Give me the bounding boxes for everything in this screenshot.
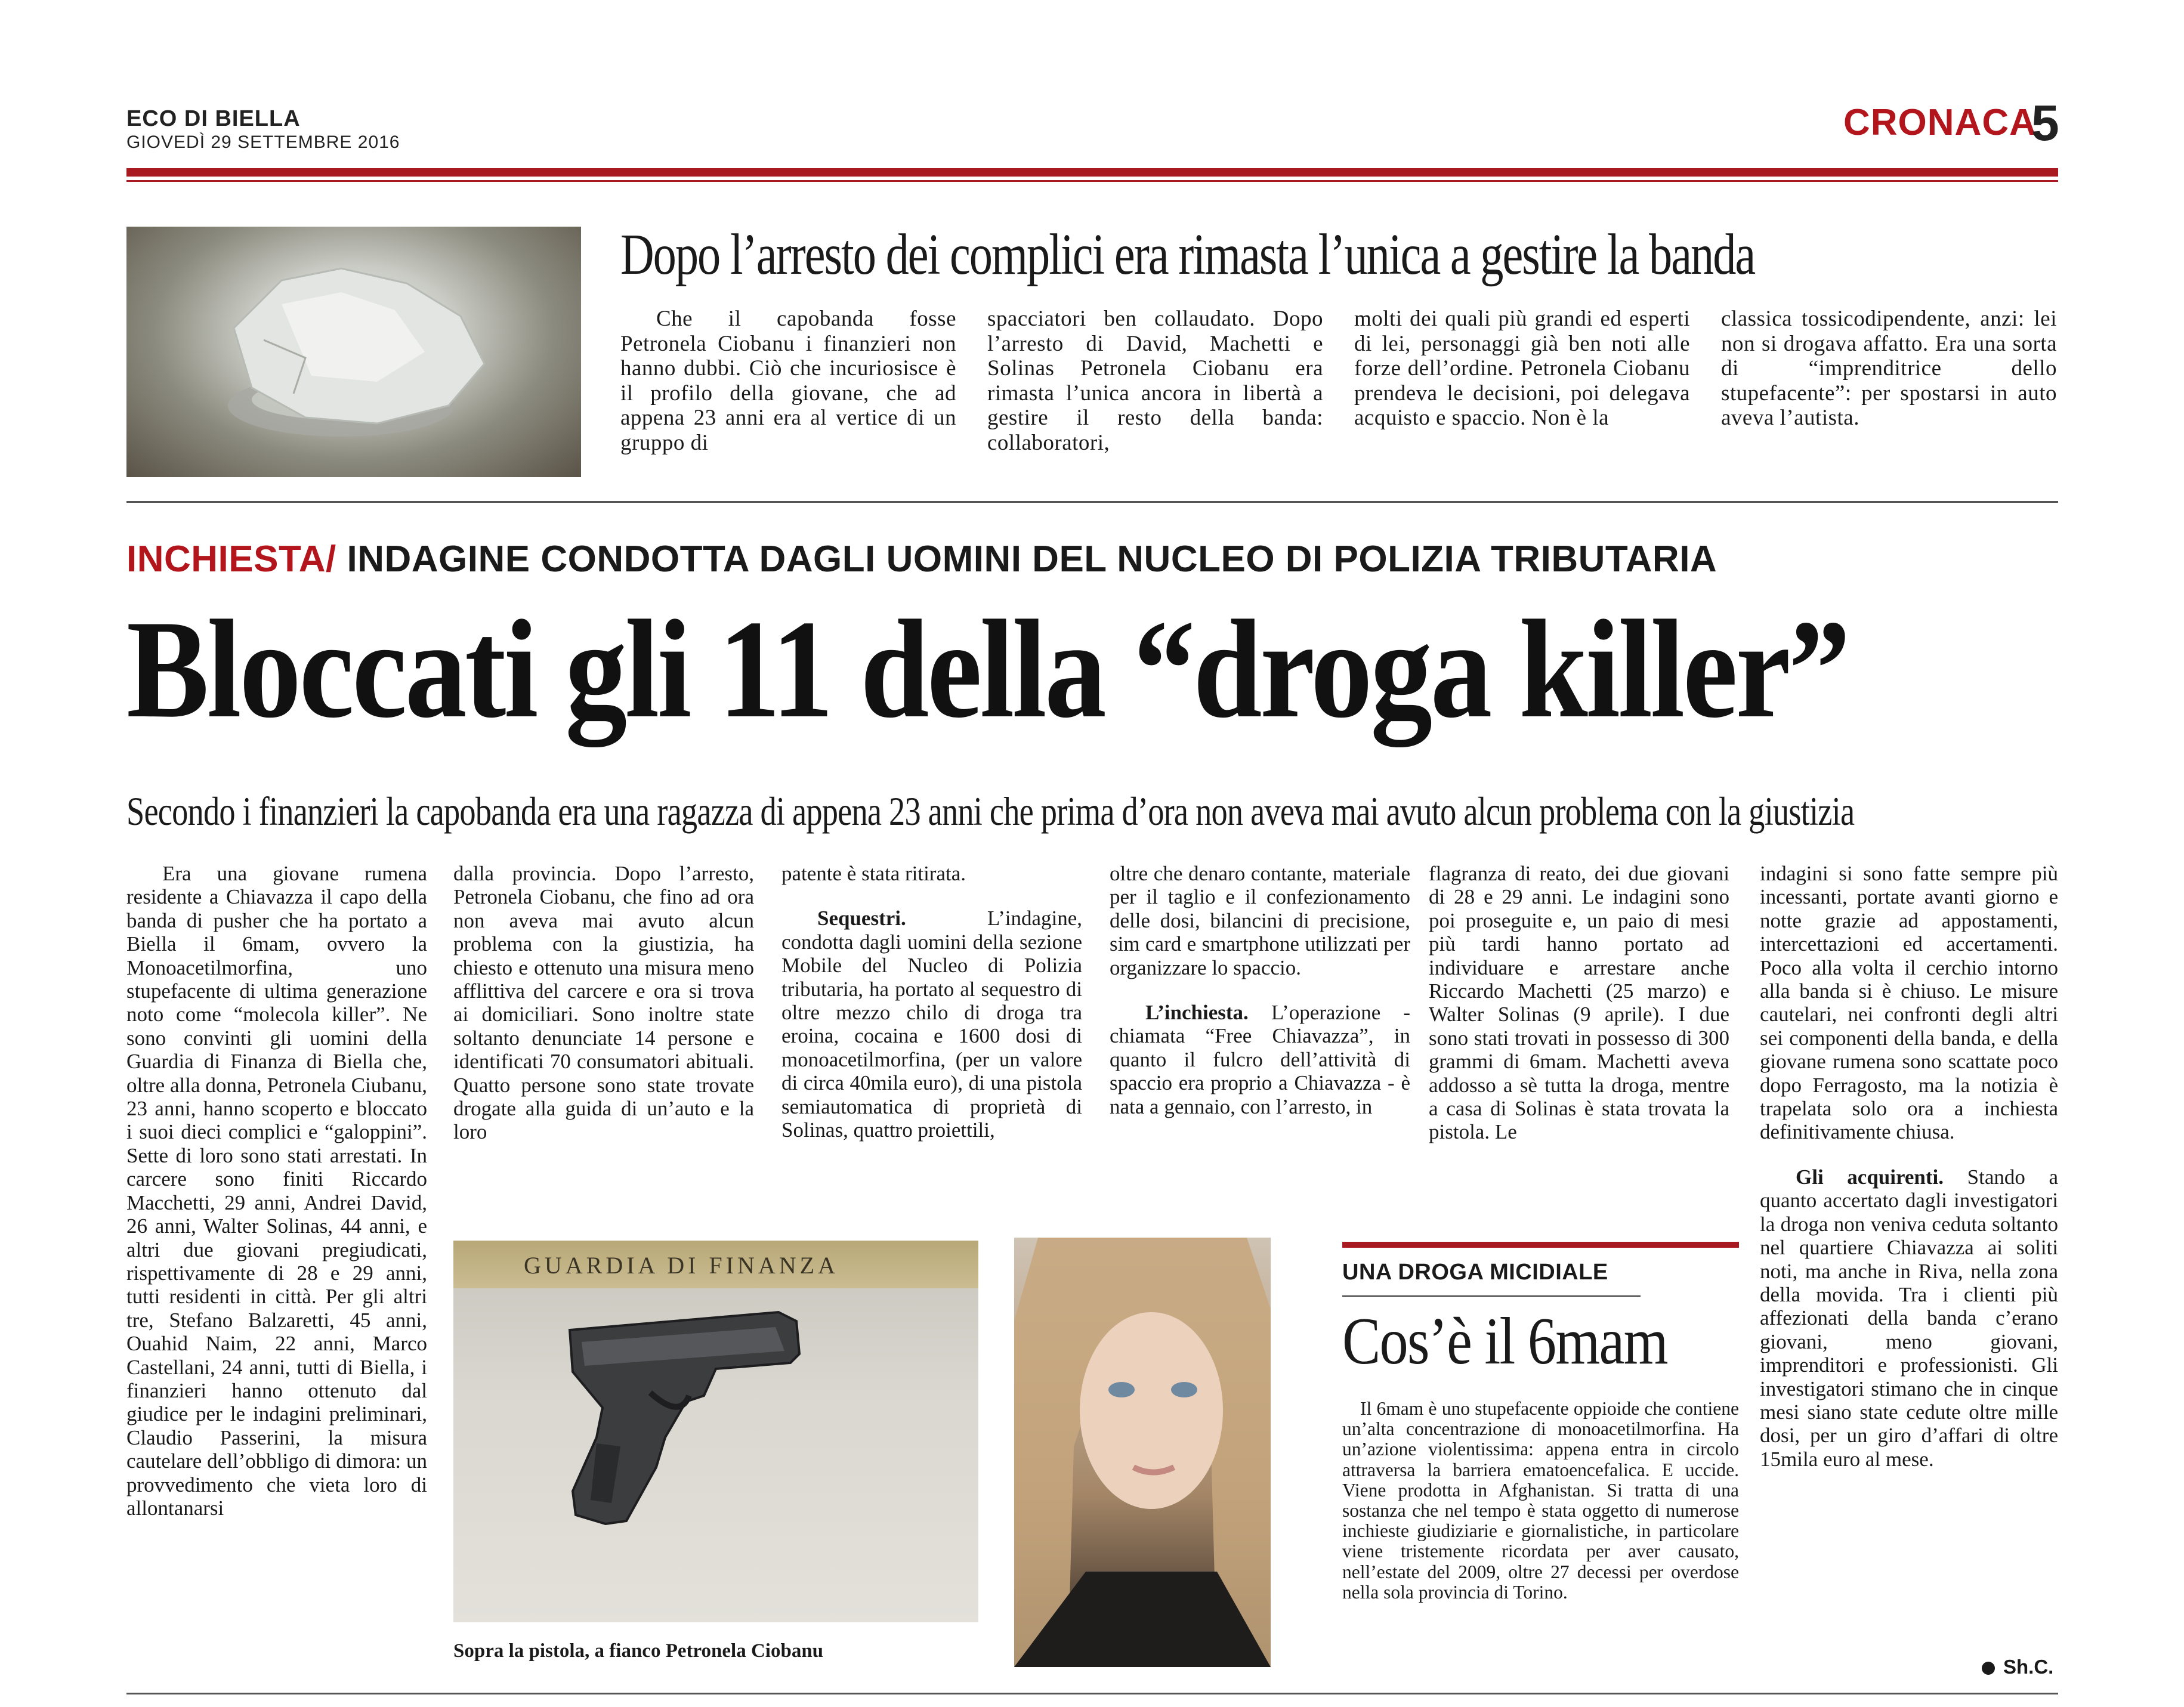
portrait-image xyxy=(1014,1238,1271,1667)
column-1-text: Era una giovane rumena residente a Chiavazza il capo della banda di pusher che ha portato a Biella il 6mam, ovvero la Monoacetilmorfina, uno stupefacente di ultima generazione noto come “molecola killer”. Ne sono convinti gli uomini della Guardia di Finanza di Biella che, oltre alla donna, Petronela Ciubanu, 23 anni, hanno scoperto e bloccato i suoi dieci complici e “galoppini”. Sette di loro sono stati arrestati. In carcere sono finiti Riccardo Macchetti, 29 anni, Andrei David, 26 anni, Walter Solinas, 44 anni, e altri due giovani pregiudicati, rispettivamente di 28 e 29 anni, tutti residenti in città. Per gli altri tre, Stefano Balzaretti, 45 anni, Ouahid Naim, 22 anni, Marco Castellani, 24 anni, tutti di Biella, i finanzieri hanno ottenuto dal giudice per le indagini preliminari, Claudio Passerini, la misura cautelare dell’obbligo di dimora: un provvedimento che vieta loro di allontanarsi xyxy=(126,862,427,1520)
top-article-column-1 xyxy=(620,307,956,456)
bullet-icon xyxy=(1982,1662,1995,1675)
top-article-column-4 xyxy=(1721,307,2057,431)
pistol-image xyxy=(453,1241,978,1622)
kicker-text: INDAGINE CONDOTTA DAGLI UOMINI DEL NUCLEO DI POLIZIA TRIBUTARIA xyxy=(347,539,1717,580)
article-column-4 xyxy=(1110,862,1410,1118)
top-article-column-3 xyxy=(1354,307,1690,431)
section-label: CRONACA xyxy=(1843,102,2037,143)
masthead-thin-rule xyxy=(126,180,2058,182)
column-4-text-a: oltre che denaro contante, materiale per il taglio e il confezionamento delle dosi, bilancini di precisione, sim card e smartphone utilizzati per organizzare lo spaccio. xyxy=(1110,862,1410,979)
box-top-rule xyxy=(1342,1242,1739,1248)
sub-headline: Secondo i finanzieri la capobanda era una ragazza di appena 23 anni che prima d’ora non aveva mai avuto alcun problema con la giustizia xyxy=(126,788,1855,834)
article-column-6 xyxy=(1760,862,2058,1471)
pistol-photo xyxy=(453,1241,978,1622)
subhead-acquirenti: Gli acquirenti. xyxy=(1796,1165,1944,1189)
column-6-text-b: Stando a quanto accertato dagli investigatori la droga non veniva ceduta soltanto nel quartiere Chiavazza ai soliti noti, ma anche in Riva, nella zona della movida. Tra i clienti più affezionati della banda c’erano giovani, meno giovani, imprenditori e professionisti. Gli investigatori stimano che in cinque mesi siano state cedute oltre mille dosi, per un giro d’affari di oltre 15mila euro al mese. xyxy=(1760,1165,2058,1471)
article-column-3 xyxy=(781,862,1082,1142)
column-6-text-a: indagini si sono fatte sempre più incessanti, portate avanti giorno e notte grazie ad appostamenti, intercettazioni ed accertamenti. Poco alla volta il cerchio intorno alla banda si è chiuso. Le misure cautelari, nei confronti degli altri sei componenti della banda, e della giovane rumena sono scattate poco dopo Ferragosto, ma la notizia è trapelata solo ora a inchiesta definitivamente chiusa. xyxy=(1760,862,2058,1144)
column-2-text: dalla provincia. Dopo l’arresto, Petronela Ciobanu, che fino ad ora non aveva mai avuto alcun problema con la giustizia, ha chiesto e ottenuto una misura meno afflittiva del carcere e ora si trova ai domiciliari. Sono inoltre state soltanto denunciate 14 persone e identificati 70 consumatori abituali. Quatto persone sono state trovate drogate alla guida di un’auto e la loro xyxy=(453,862,754,1144)
guardia-di-finanza-sign: GUARDIA DI FINANZA xyxy=(524,1252,839,1279)
signature-text: Sh.C. xyxy=(2003,1656,2054,1678)
column-3-text-b: L’indagine, condotta dagli uomini della sezione Mobile del Nucleo di Polizia tributaria, ha portato al sequestro di oltre mezzo chilo di droga tra eroina, cocaina e 1600 dosi di monoacetilmorfina, (per un valore di circa 40mila euro), di una pistola semiautomatica di proprietà di Solinas, quattro proiettili, xyxy=(781,907,1082,1142)
top-column-3-text: molti dei quali più grandi ed esperti di lei, personaggi già ben noti alle forze dell’ordine. Petronela Ciobanu prendeva le decisioni, poi delegava acquisto e spaccio. Non è la xyxy=(1354,307,1690,431)
box-kicker: UNA DROGA MICIDIALE xyxy=(1342,1260,1608,1285)
article-column-2 xyxy=(453,862,754,1144)
article-column-1 xyxy=(126,862,427,1520)
column-4-text-b: L’operazione - chiamata “Free Chiavazza”, in quanto il fulcro dell’attività di spaccio era proprio a Chiavazza - è nata a gennaio, con l’arresto, in xyxy=(1110,1001,1411,1118)
top-column-1-text: Che il capobanda fosse Petronela Ciobanu i finanzieri non hanno dubbi. Ciò che incuriosisce è il profilo della giovane, che ad appena 23 anni era al vertice di un gruppo di xyxy=(620,307,956,455)
newspaper-name: ECO DI BIELLA xyxy=(126,106,301,131)
photo-caption: Sopra la pistola, a fianco Petronela Ciobanu xyxy=(453,1640,824,1662)
masthead-rule xyxy=(126,168,2058,177)
column-3-text-a: patente è stata ritirata. xyxy=(781,862,966,885)
top-column-4-text: classica tossicodipendente, anzi: lei non si drogava affatto. Era una sorta di “imprenditrice dello stupefacente”: per spostarsi in auto aveva l’autista. xyxy=(1721,307,2057,431)
subhead-inchiesta: L’inchiesta. xyxy=(1145,1001,1249,1025)
crystal-drug-image xyxy=(126,227,581,477)
page-number: 5 xyxy=(2031,95,2059,151)
column-5-text: flagranza di reato, dei due giovani di 28 e 29 anni. Le indagini sono poi proseguite e, un paio di mesi più tardi hanno portato ad individuare e arrestare anche Riccardo Machetti (25 marzo) e Walter Solinas (9 aprile). I due sono stati trovati in possesso di 300 grammi di 6mam. Machetti aveva addosso a sè tutta la droga, mentre a casa di Solinas è stata trovata la pistola. Le xyxy=(1429,862,1729,1144)
author-signature xyxy=(1982,1656,2053,1678)
kicker-label: INCHIESTA/ xyxy=(126,539,336,580)
main-headline: Bloccati gli 11 della “droga killer” xyxy=(126,592,1849,747)
box-title: Cos’è il 6mam xyxy=(1342,1304,1667,1378)
article-column-5 xyxy=(1429,862,1729,1144)
box-paragraph: Il 6mam è uno stupefacente oppioide che contiene un’alta concentrazione di monoacetilmorfina. Ha un’azione violentissima: appena entra in circolo attraversa la barriera ematoencefalica. E uccide. Viene prodotta in Afghanistan. Si tratta di una sostanza che nel tempo è stata oggetto di numerose inchieste giudiziarie e giornalistiche, in particolare viene tristemente ricordata per aver causato, nell’estate del 2009, oltre 27 decessi per overdose nella sola provincia di Torino. xyxy=(1342,1398,1739,1603)
top-column-2-text: spacciatori ben collaudato. Dopo l’arresto di David, Machetti e Solinas Petronela Ciobanu era rimasta l’unica ancora in libertà a gestire il resto della banda: collaboratori, xyxy=(987,307,1323,455)
bottom-rule xyxy=(126,1693,2058,1694)
box-kicker-rule xyxy=(1342,1295,1641,1297)
divider-rule xyxy=(126,501,2058,503)
issue-date: GIOVEDÌ 29 SETTEMBRE 2016 xyxy=(126,132,400,152)
subhead-sequestri: Sequestri. xyxy=(817,907,906,930)
top-article-column-2 xyxy=(987,307,1323,456)
woman-portrait-photo xyxy=(1014,1238,1271,1667)
top-headline: Dopo l’arresto dei complici era rimasta l’unica a gestire la banda xyxy=(620,222,1755,287)
crystal-drug-photo xyxy=(126,227,581,477)
article-kicker xyxy=(126,538,1717,580)
box-text xyxy=(1342,1399,1739,1603)
